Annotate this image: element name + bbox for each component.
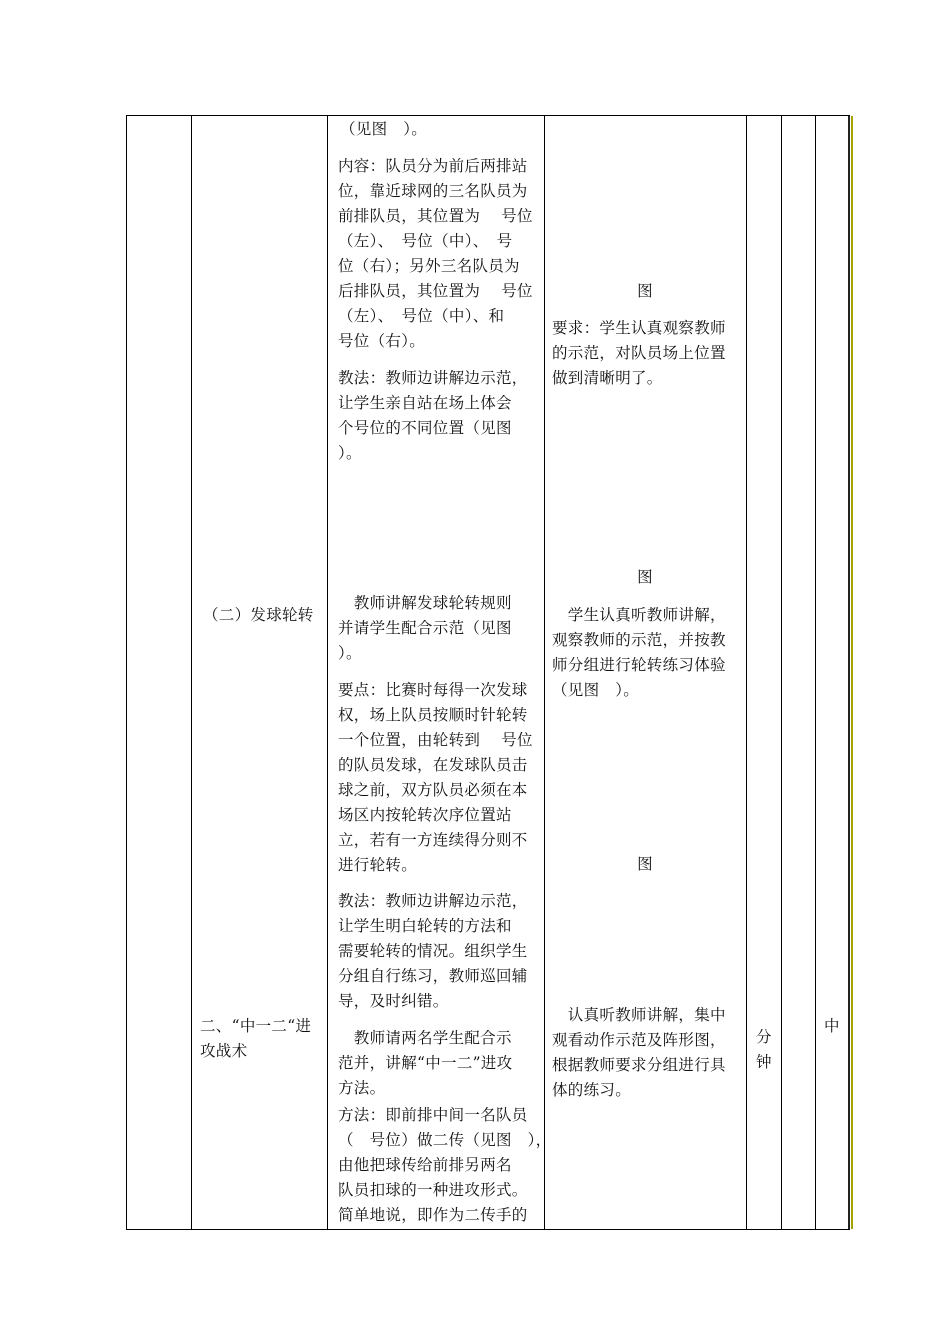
table-column-border (781, 116, 782, 1229)
time-cell: 分 钟 (756, 1028, 772, 1071)
student-attack-paragraph: 认真听教师讲解，集中 观看动作示范及阵形图， 根据教师要求分组进行具 体的练习。 (552, 1006, 726, 1099)
figure-label: 图 (637, 568, 653, 586)
table-column-border (126, 116, 127, 1229)
table-column-border (327, 116, 328, 1229)
requirement-paragraph: 要求：学生认真观察教师 的示范，对队员场上位置 做到清晰明了。 (552, 319, 726, 387)
table-column-border (815, 116, 816, 1229)
table-column-border (191, 116, 192, 1229)
teaching-method-paragraph: 教法：教师边讲解边示范， 让学生亲自站在场上体会 个号位的不同位置（见图 ）。 (338, 369, 528, 462)
table-column-border (848, 116, 850, 1229)
content-paragraph: 内容：队员分为前后两排站 位，靠近球网的三名队员为 前排队员，其位置为 号位 （左）、 号位（中）、 号 位（右）；另外三名队员为 后排队员，其位置为 号位 （左）、 号位（中）、和 号位（右）。 (338, 157, 533, 350)
attack-method-paragraph: 方法：即前排中间一名队员 （ 号位）做二传（见图 ）， 由他把球传给前排另两名 队员扣球的一种进攻形式。 简单地说，即作为二传手的 (338, 1106, 552, 1224)
table-column-border (746, 116, 747, 1229)
figure-label: 图 (637, 855, 653, 873)
section-rotation-title: （二）发球轮转 (203, 606, 314, 624)
key-points-paragraph: 要点：比赛时每得一次发球 权，场上队员按顺时针轮转 一个位置，由轮转到 号位 的队员发球，在发球队员击 球之前，双方队员必须在本 场区内按轮转次序位置站 立，若有一方连续得分则不 进行轮转。 (338, 681, 533, 874)
student-practice-paragraph: 学生认真听教师讲解， 观察教师的示范，并按教 师分组进行轮转练习体验 （见图 ）。 (552, 606, 726, 699)
attack-explain-paragraph: 教师请两名学生配合示 范并，讲解“中一二”进攻 方法。 (338, 1029, 513, 1097)
figure-reference: （见图 ）。 (340, 120, 428, 138)
teaching-method-paragraph: 教法：教师边讲解边示范， 让学生明白轮转的方法和 需要轮转的情况。组织学生 分组自行练习，教师巡回辅 导，及时纠错。 (338, 892, 528, 1010)
rotation-explain-paragraph: 教师讲解发球轮转规则 并请学生配合示范（见图 ）。 (338, 594, 512, 662)
page-edge-mark (851, 116, 853, 1229)
intensity-cell: 中 (824, 1017, 840, 1035)
section-attack-title: 二、“中一二“进 攻战术 (200, 1017, 312, 1060)
figure-label: 图 (637, 282, 653, 300)
